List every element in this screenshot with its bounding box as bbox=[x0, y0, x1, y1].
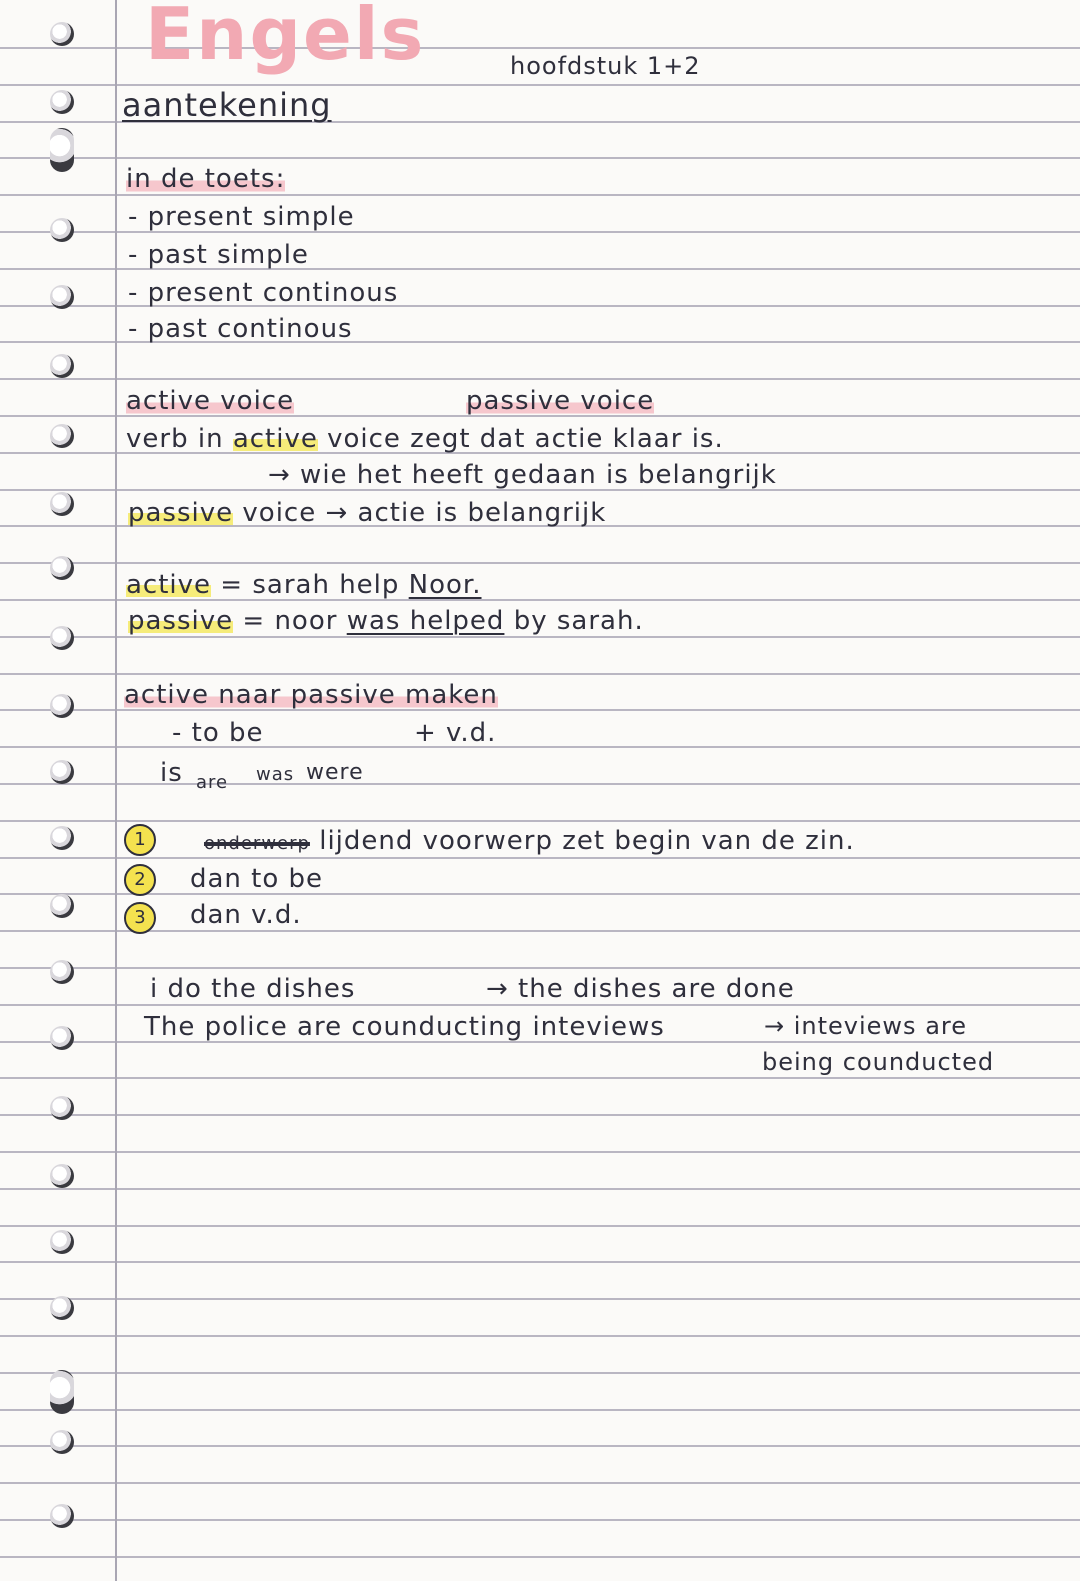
ruled-line bbox=[0, 1298, 1080, 1300]
example-passive-text-a: = noor bbox=[242, 606, 338, 636]
voice-line-3 bbox=[128, 498, 606, 528]
binding-hole bbox=[50, 1096, 74, 1120]
binding-hole bbox=[50, 626, 74, 650]
ruled-line bbox=[0, 930, 1080, 932]
test-item: - past continous bbox=[128, 314, 353, 344]
ruled-line bbox=[0, 1556, 1080, 1558]
ruled-line bbox=[0, 1372, 1080, 1374]
binding-hole bbox=[50, 128, 74, 172]
voice-line-2: → wie het heeft gedaan is belangrijk bbox=[268, 460, 777, 490]
example-active-label: active bbox=[126, 570, 212, 600]
example-passive-label: passive bbox=[128, 606, 234, 636]
form-were: were bbox=[306, 760, 364, 785]
binding-hole bbox=[50, 1370, 74, 1414]
ruled-line bbox=[0, 1335, 1080, 1337]
step-1 bbox=[204, 826, 855, 856]
ruled-line bbox=[0, 820, 1080, 822]
ruled-line bbox=[0, 967, 1080, 969]
ruled-line bbox=[0, 1445, 1080, 1447]
voice-line-1-c: voice zegt dat actie klaar is. bbox=[327, 424, 724, 454]
binding-hole bbox=[50, 694, 74, 718]
ruled-line bbox=[0, 1519, 1080, 1521]
ruled-line bbox=[0, 857, 1080, 859]
ruled-line bbox=[0, 1482, 1080, 1484]
step-3: dan v.d. bbox=[190, 900, 302, 930]
chapter-label: hoofdstuk 1+2 bbox=[510, 52, 701, 80]
binding-hole bbox=[50, 218, 74, 242]
binding-hole bbox=[50, 354, 74, 378]
step-number-1: 1 bbox=[124, 824, 156, 856]
step-number-3: 3 bbox=[124, 902, 156, 934]
example-active bbox=[126, 570, 482, 600]
step-number-2: 2 bbox=[124, 864, 156, 896]
ruled-line bbox=[0, 1114, 1080, 1116]
example-passive-text-b: was helped bbox=[346, 606, 505, 636]
voice-line-3-b: voice → actie is belangrijk bbox=[242, 498, 607, 528]
subtitle bbox=[122, 86, 332, 124]
step-1-struck: onderwerp bbox=[204, 833, 310, 854]
page-title: Engels bbox=[145, 0, 426, 76]
ruled-line bbox=[0, 746, 1080, 748]
binding-hole bbox=[50, 826, 74, 850]
example2-line-1a: i do the dishes bbox=[150, 974, 356, 1004]
binding-hole bbox=[50, 894, 74, 918]
form-is: is bbox=[160, 758, 183, 788]
binding-hole bbox=[50, 1026, 74, 1050]
howto-heading-text: active naar passive maken bbox=[124, 680, 498, 710]
ruled-line bbox=[0, 673, 1080, 675]
test-item: - past simple bbox=[128, 240, 309, 270]
ruled-line bbox=[0, 1225, 1080, 1227]
ruled-line bbox=[0, 1004, 1080, 1006]
binding-hole bbox=[50, 760, 74, 784]
ruled-line bbox=[0, 1409, 1080, 1411]
example2-line-2a: The police are counducting inteviews bbox=[144, 1012, 665, 1042]
step-2: dan to be bbox=[190, 864, 324, 894]
margin-line bbox=[115, 0, 117, 1581]
active-voice-heading bbox=[126, 386, 294, 416]
binding-hole bbox=[50, 1430, 74, 1454]
form-was: was bbox=[256, 764, 295, 785]
howto-line-1a: - to be bbox=[172, 718, 264, 748]
test-heading bbox=[126, 164, 285, 194]
passive-voice-heading-text: passive voice bbox=[466, 386, 655, 416]
test-heading-text: in de toets: bbox=[126, 164, 286, 194]
howto-heading bbox=[124, 680, 498, 710]
ruled-line bbox=[0, 562, 1080, 564]
ruled-line bbox=[0, 893, 1080, 895]
subtitle-text: aantekening bbox=[122, 86, 332, 124]
binding-hole bbox=[50, 1164, 74, 1188]
form-are: are bbox=[196, 772, 229, 793]
test-item: - present simple bbox=[128, 202, 355, 232]
step-1-text: lijdend voorwerp zet begin van de zin. bbox=[319, 826, 855, 856]
voice-line-1 bbox=[126, 424, 724, 454]
ruled-line bbox=[0, 1261, 1080, 1263]
example-active-text-b: Noor. bbox=[408, 570, 482, 600]
binding-hole bbox=[50, 556, 74, 580]
ruled-line bbox=[0, 1188, 1080, 1190]
binding-hole bbox=[50, 1230, 74, 1254]
voice-line-1-b: active bbox=[232, 424, 318, 454]
howto-line-1b: + v.d. bbox=[414, 718, 497, 748]
example2-line-3: being counducted bbox=[762, 1048, 995, 1076]
binding-hole bbox=[50, 90, 74, 114]
ruled-line bbox=[0, 1151, 1080, 1153]
example-active-text-a: = sarah help bbox=[220, 570, 400, 600]
binding-hole bbox=[50, 285, 74, 309]
binding-hole bbox=[50, 1504, 74, 1528]
binding-hole bbox=[50, 492, 74, 516]
ruled-line bbox=[0, 636, 1080, 638]
binding-hole bbox=[50, 960, 74, 984]
example-passive-text-c: by sarah. bbox=[513, 606, 644, 636]
binding-hole bbox=[50, 424, 74, 448]
ruled-line bbox=[0, 378, 1080, 380]
binding-hole bbox=[50, 22, 74, 46]
ruled-line bbox=[0, 157, 1080, 159]
example2-line-1b: → the dishes are done bbox=[486, 974, 795, 1004]
passive-voice-heading bbox=[466, 386, 654, 416]
voice-line-1-a: verb in bbox=[126, 424, 224, 454]
test-item: - present continous bbox=[128, 278, 399, 308]
ruled-line bbox=[0, 1077, 1080, 1079]
active-voice-heading-text: active voice bbox=[126, 386, 295, 416]
ruled-line bbox=[0, 194, 1080, 196]
voice-line-3-a: passive bbox=[128, 498, 234, 528]
example-passive bbox=[128, 606, 644, 636]
binding-hole bbox=[50, 1296, 74, 1320]
example2-line-2b: → inteviews are bbox=[764, 1012, 968, 1040]
